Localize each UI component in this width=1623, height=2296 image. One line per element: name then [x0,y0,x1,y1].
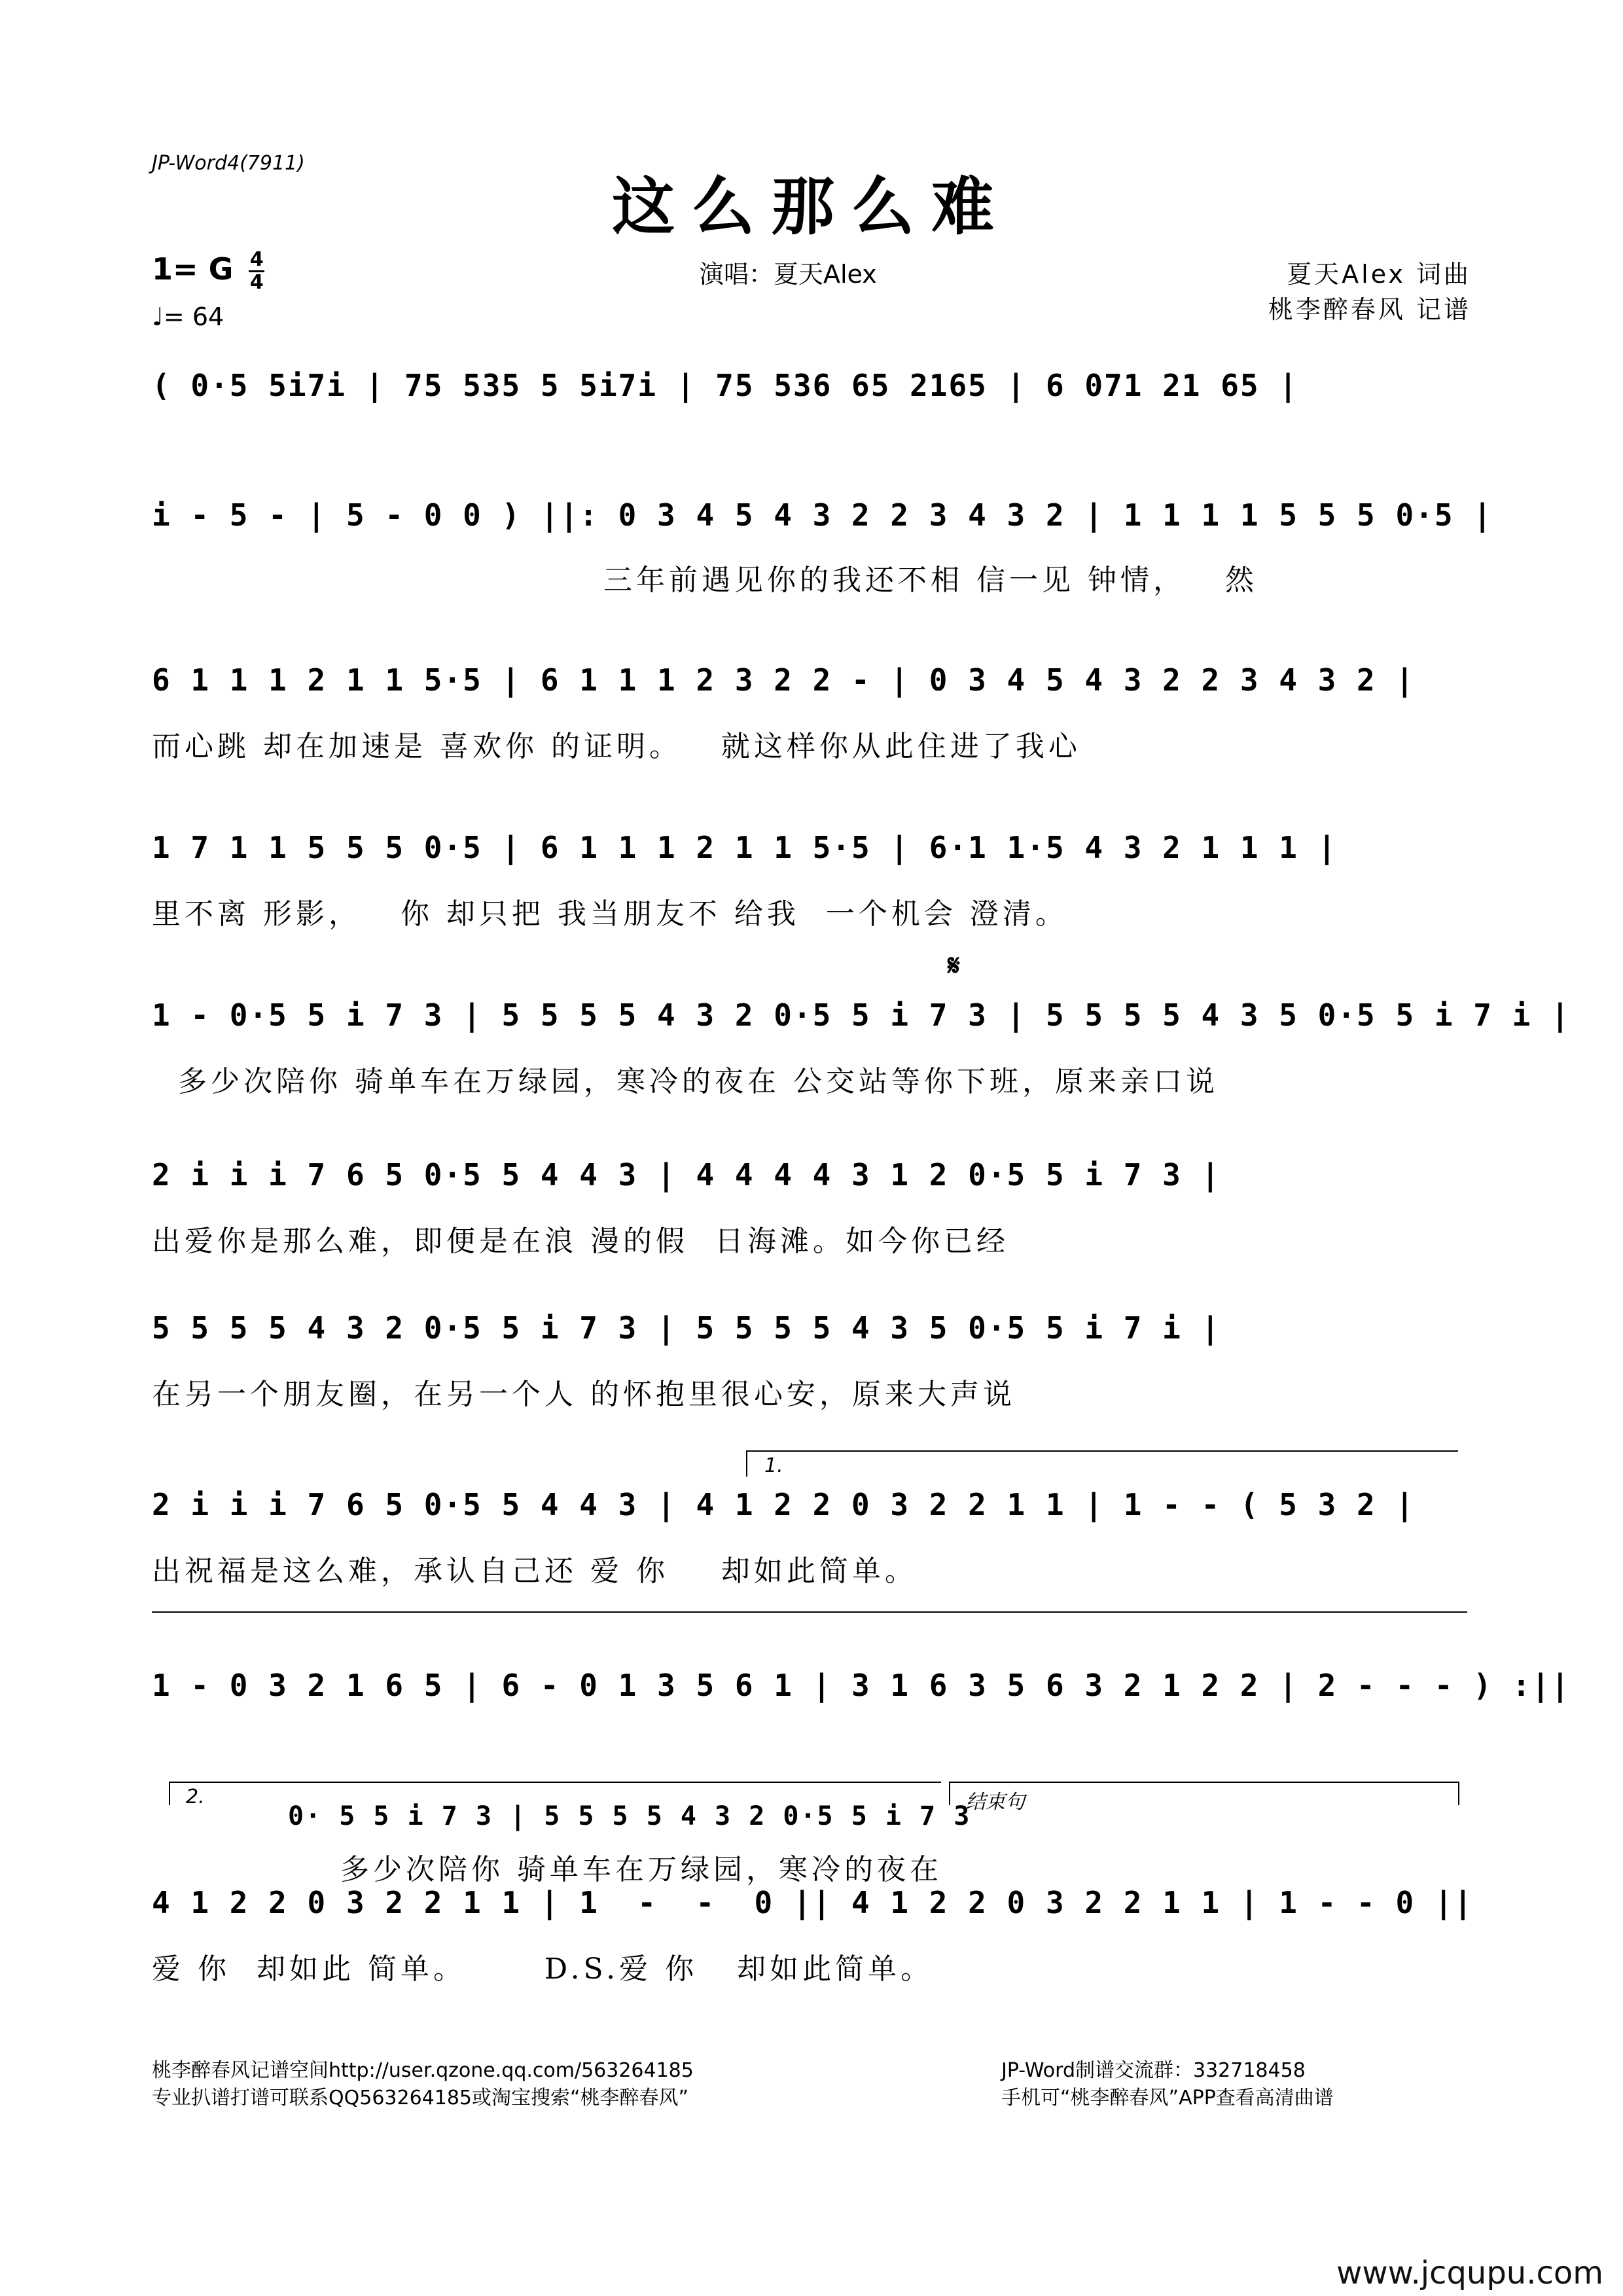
site-watermark: www.jcqupu.com [1336,2255,1603,2291]
program-label: JP-Word4(7911) [152,152,305,175]
ending-2-label: 2. [186,1785,205,1808]
coda-bracket-end [1458,1782,1459,1805]
lyrics-row-11: 爱 你 却如此 简单。 D.S.爱 你 却如此简单。 [152,1952,934,1986]
lyrics-row-6: 出爱你是那么难，即便是在浪 漫的假 日海滩。如今你已经 [152,1225,1009,1258]
footer-left-line-2: 专业扒谱打谱可联系QQ563264185或淘宝搜索“桃李醉春风” [152,2087,689,2109]
footer-left-line-1: 桃李醉春风记谱空间http://user.qzone.qq.com/563264185 [152,2059,694,2082]
notation-row-10: 0· 5 5 i 7 3 | 5 5 5 5 4 3 2 0·5 5 i 7 3 [288,1801,971,1831]
footer-right-line-2: 手机可“桃李醉春风”APP查看高清曲谱 [1001,2087,1334,2109]
key-signature [152,250,264,293]
time-sig-bottom: 4 [249,271,264,294]
singer-credit: 演唱：夏天Alex [699,260,877,289]
key-label: 1= G [152,251,234,287]
tempo-marking: ♩= 64 [152,302,224,331]
lyrics-row-4: 里不离 形影， 你 却只把 我当朋友不 给我 一个机会 澄清。 [152,897,1068,931]
notation-row-7: 5 5 5 5 4 3 2 0·5 5 i 7 3 | 5 5 5 5 4 3 5 0·5 5 i 7 i | [152,1310,1221,1346]
notation-row-11: 4 1 2 2 0 3 2 2 1 1 | 1 - - 0 || 4 1 2 2 0 3 2 2 1 1 | 1 - - 0 || [152,1885,1474,1920]
footer-right-line-1: JP-Word制谱交流群：332718458 [1001,2059,1306,2082]
time-signature [249,250,264,293]
page-title: 这么那么难 [612,170,1011,243]
notation-row-6: 2 i i i 7 6 5 0·5 5 4 4 3 | 4 4 4 4 3 1 2 0·5 5 i 7 3 | [152,1157,1221,1193]
coda-bracket [949,1782,1459,1783]
ending-2-bracket-edge [169,1782,170,1805]
notation-row-9: 1 - 0 3 2 1 6 5 | 6 - 0 1 3 5 6 1 | 3 1 6 3 5 6 3 2 1 2 2 | 2 - - - ) :|| [152,1668,1571,1703]
ending-1-bracket [746,1450,1458,1452]
lyrics-row-7: 在另一个朋友圈，在另一个人 的怀抱里很心安，原来大声说 [152,1378,1016,1411]
transcriber-credit: 桃李醉春风 记谱 [1268,295,1471,324]
ending-1-bracket-edge [746,1450,747,1477]
notation-row-8: 2 i i i 7 6 5 0·5 5 4 4 3 | 4 1 2 2 0 3 2 2 1 1 | 1 - - ( 5 3 2 | [152,1487,1416,1522]
ending-2-bracket [169,1782,941,1783]
notation-row-3: 6 1 1 1 2 1 1 5·5 | 6 1 1 1 2 3 2 2 - | 0 3 4 5 4 3 2 2 3 4 3 2 | [152,662,1416,698]
lyrics-row-10: 多少次陪你 骑单车在万绿园，寒冷的夜在 [340,1853,942,1886]
notation-row-1: ( 0·5 5i7i | 75 535 5 5i7i | 75 536 65 2165 | 6 071 21 65 | [152,368,1298,403]
lyrics-row-8: 出祝福是这么难，承认自己还 爱 你 却如此简单。 [152,1554,918,1588]
ending-1-label: 1. [764,1454,783,1477]
lyrics-row-3: 而心跳 却在加速是 喜欢你 的证明。 就这样你从此住进了我心 [152,730,1081,763]
lyricist-composer-credit: 夏天Alex 词曲 [1287,260,1471,289]
segno-sign: 𝄋 [948,949,960,982]
notation-row-5: 1 - 0·5 5 i 7 3 | 5 5 5 5 4 3 2 0·5 5 i 7 3 | 5 5 5 5 4 3 5 0·5 5 i 7 i | [152,997,1571,1033]
notation-row-2: i - 5 - | 5 - 0 0 ) ||: 0 3 4 5 4 3 2 2 3 4 3 2 | 1 1 1 1 5 5 5 0·5 | [152,497,1493,533]
notation-row-4: 1 7 1 1 5 5 5 0·5 | 6 1 1 1 2 1 1 5·5 | 6·1 1·5 4 3 2 1 1 1 | [152,830,1338,865]
lyrics-row-5: 多少次陪你 骑单车在万绿园，寒冷的夜在 公交站等你下班，原来亲口说 [152,1065,1219,1098]
lyrics-row-2: 三年前遇见你的我还不相 信一见 钟情， 然 [603,564,1258,597]
coda-label: 结束句 [966,1791,1025,1814]
ending-1-continuation [152,1611,1467,1613]
time-sig-top: 4 [249,248,264,271]
